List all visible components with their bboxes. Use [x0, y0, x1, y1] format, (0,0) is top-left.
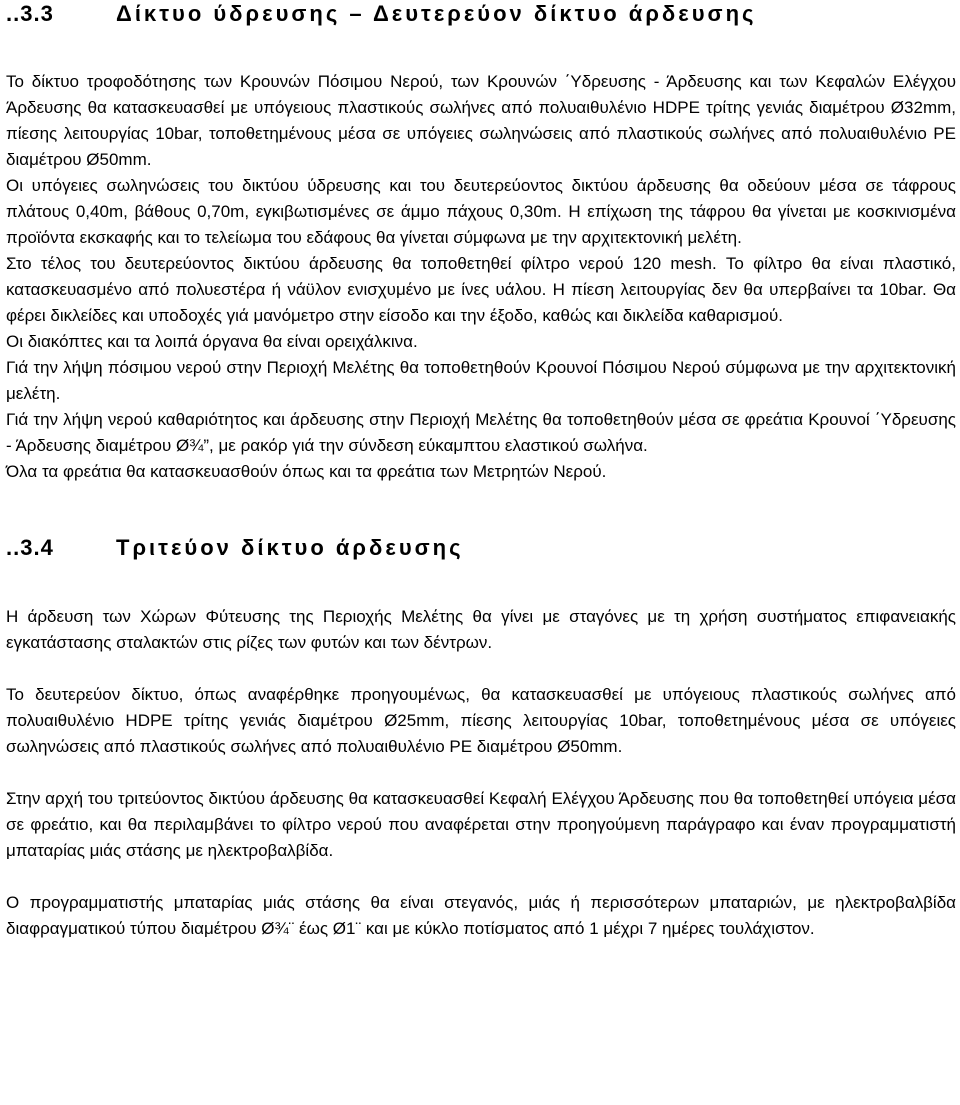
- paragraph: Στην αρχή του τριτεύοντος δικτύου άρδευσης θα κατασκευασθεί Κεφαλή Ελέγχου Άρδευσης που θα τοποθετηθεί υπόγεια μέσα σε φρεάτιο, και θα περιλαμβάνει το φίλτρο νερού που αναφέρεται στην προηγούμενη παράγραφο και έναν προγραμματιστή μπαταρίας μιάς στάσης με ηλεκτροβαλβίδα.: [6, 789, 956, 860]
- paragraph: Οι διακόπτες και τα λοιπά όργανα θα είναι ορειχάλκινα.: [6, 332, 418, 351]
- section-heading-3-4: [6, 534, 956, 562]
- section-title: Δίκτυο ύδρευσης – Δευτερεύον δίκτυο άρδευσης: [116, 1, 757, 26]
- paragraph: Ο προγραμματιστής μπαταρίας μιάς στάσης θα είναι στεγανός, μιάς ή περισσότερων μπαταριών, με ηλεκτροβαλβίδα διαφραγματικού τύπου διαμέτρου Ø¾¨ έως Ø1¨ και με κύκλο ποτίσματος από 1 μέχρι 7 ημέρες τουλάχιστον.: [6, 893, 956, 938]
- section-number: ..3.4: [6, 535, 54, 560]
- paragraph: Το δευτερεύον δίκτυο, όπως αναφέρθηκε προηγουμένως, θα κατασκευασθεί με υπόγειους πλαστικούς σωλήνες από πολυαιθυλένιο HDPE τρίτης γενιάς διαμέτρου Ø25mm, πίεσης λειτουργίας 10bar, τοποθετημένους μέσα σε υπόγειες σωληνώσεις από πλαστικούς σωλήνες από πολυαιθυλένιο PE διαμέτρου Ø50mm.: [6, 685, 956, 756]
- paragraph: Όλα τα φρεάτια θα κατασκευασθούν όπως και τα φρεάτια των Μετρητών Νερού.: [6, 462, 607, 481]
- section-title: Τριτεύον δίκτυο άρδευσης: [116, 535, 464, 560]
- section-heading-3-3: [6, 0, 956, 28]
- section-number: ..3.3: [6, 1, 54, 26]
- document-page: [6, 0, 956, 942]
- paragraph: Η άρδευση των Χώρων Φύτευσης της Περιοχής Μελέτης θα γίνει με σταγόνες με τη χρήση συστήματος επιφανειακής εγκατάστασης σταλακτών στις ρίζες των φυτών και των δέντρων.: [6, 607, 956, 652]
- paragraph: Στο τέλος του δευτερεύοντος δικτύου άρδευσης θα τοποθετηθεί φίλτρο νερού 120 mesh. Το φίλτρο θα είναι πλαστικό, κατασκευασμένο από πολυεστέρα ή νάϋλον ενισχυμένο με ίνες υάλου. Η πίεση λειτουργίας δεν θα υπερβαίνει τα 10bar. Θα φέρει δικλείδες και υποδοχές γιά μανόμετρο στην είσοδο και την έξοδο, καθώς και δικλείδα καθαρισμού.: [6, 254, 956, 325]
- paragraph: Οι υπόγειες σωληνώσεις του δικτύου ύδρευσης και του δευτερεύοντος δικτύου άρδευσης θα οδεύουν μέσα σε τάφρους πλάτους 0,40m, βάθους 0,70m, εγκιβωτισμένες σε άμμο πάχους 0,30m. Η επίχωση της τάφρου θα γίνεται με κοσκινισμένα προϊόντα εκσκαφής και το τελείωμα του εδάφους θα γίνεται σύμφωνα με την αρχιτεκτονική μελέτη.: [6, 176, 956, 247]
- paragraph: Γιά την λήψη πόσιμου νερού στην Περιοχή Μελέτης θα τοποθετηθούν Κρουνοί Πόσιμου Νερού σύμφωνα με την αρχιτεκτονική μελέτη.: [6, 358, 956, 403]
- paragraph: Γιά την λήψη νερού καθαριότητος και άρδευσης στην Περιοχή Μελέτης θα τοποθετηθούν μέσα σε φρεάτια Κρουνοί ΄Υδρευσης - Άρδευσης διαμέτρου Ø¾”, με ρακόρ γιά την σύνδεση εύκαμπτου ελαστικού σωλήνα.: [6, 410, 956, 455]
- paragraph: Το δίκτυο τροφοδότησης των Κρουνών Πόσιμου Νερού, των Κρουνών ΄Υδρευσης - Άρδευσης και των Κεφαλών Ελέγχου Άρδευσης θα κατασκευασθεί με υπόγειους πλαστικούς σωλήνες από πολυαιθυλένιο HDPE τρίτης γενιάς διαμέτρου Ø32mm, πίεσης λειτουργίας 10bar, τοποθετημένους μέσα σε υπόγειες σωληνώσεις από πλαστικούς σωλήνες από πολυαιθυλένιο PE διαμέτρου Ø50mm.: [6, 72, 956, 169]
